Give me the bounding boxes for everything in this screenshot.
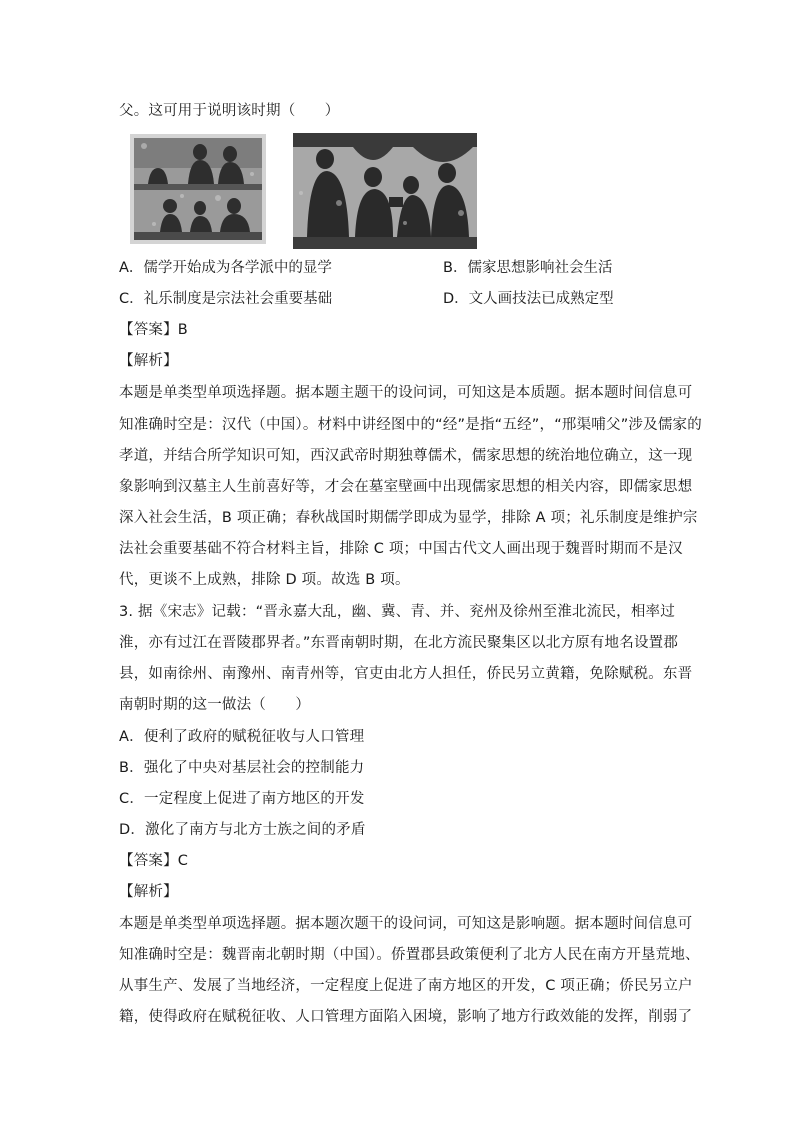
q3-stem-line: 淮，亦有过江在晋陵郡界者。”东晋南朝时期，在北方流民聚集区以北方原有地名设置郡 — [119, 635, 679, 651]
q2-analysis-line: 象影响到汉墓主人生前喜好等，才会在墓室壁画中出现儒家思想的相关内容，即儒家思想 — [119, 479, 693, 495]
q3-stem-line: 县，如南徐州、南豫州、南青州等，官吏由北方人担任，侨民另立黄籍，免除赋税。东晋 — [119, 666, 693, 682]
q3-option-b: B．强化了中央对基层社会的控制能力 — [119, 760, 365, 776]
q3-analysis-title: 【解析】 — [119, 884, 178, 900]
q2-analysis-line: 深入社会生活，B 项正确；春秋战国时期儒学即成为显学，排除 A 项；礼乐制度是维护宗 — [119, 510, 698, 526]
q3-option-a: A．便利了政府的赋税征收与人口管理 — [119, 729, 365, 745]
q3-option-c: C．一定程度上促进了南方地区的开发 — [119, 791, 365, 807]
q3-analysis-line: 知准确时空是：魏晋南北朝时期（中国）。侨置郡县政策便利了北方人民在南方开垦荒地、 — [119, 947, 700, 963]
q2-answer: 【答案】B — [119, 322, 188, 338]
q3-analysis-line: 本题是单类型单项选择题。据本题次题干的设问词，可知这是影响题。据本题时间信息可 — [119, 916, 693, 932]
q2-analysis-line: 孝道，并结合所学知识可知，西汉武帝时期独尊儒术，儒家思想的统治地位确立，这一现 — [119, 448, 693, 464]
lecture-rubbing-image — [130, 134, 266, 244]
q2-stem-tail: 父。这可用于说明该时期（ ） — [119, 103, 340, 119]
q3-stem-line: 南朝时期的这一做法（ ） — [119, 697, 311, 713]
q2-option-b: B．儒家思想影响社会生活 — [443, 260, 613, 276]
q2-analysis-line: 知准确时空是：汉代（中国）。材料中讲经图中的“经”是指“五经”，“邢渠哺父”涉及儒家的 — [119, 417, 702, 433]
q3-option-d: D．激化了南方与北方士族之间的矛盾 — [119, 822, 366, 838]
xingqu-rubbing-image — [293, 133, 477, 249]
q2-analysis-line: 代，更谈不上成熟，排除 D 项。故选 B 项。 — [119, 572, 410, 588]
q2-analysis-line: 法社会重要基础不符合材料主旨，排除 C 项；中国古代文人画出现于魏晋时期而不是汉 — [119, 541, 683, 557]
q2-option-d: D．文人画技法已成熟定型 — [443, 291, 614, 307]
q3-analysis-line: 从事生产、发展了当地经济，一定程度上促进了南方地区的开发，C 项正确；侨民另立户 — [119, 978, 693, 994]
q2-analysis-title: 【解析】 — [119, 353, 178, 369]
q3-answer: 【答案】C — [119, 853, 189, 869]
q2-option-a: A．儒学开始成为各学派中的显学 — [119, 260, 332, 276]
q3-stem-line: 3. 据《宋志》记载：“晋永嘉大乱，幽、冀、青、并、兖州及徐州至淮北流民，相率过 — [119, 604, 675, 620]
q3-analysis-line: 籍，使得政府在赋税征收、人口管理方面陷入困境，影响了地方行政效能的发挥，削弱了 — [119, 1009, 693, 1025]
q2-analysis-line: 本题是单类型单项选择题。据本题主题干的设问词，可知这是本质题。据本题时间信息可 — [119, 385, 693, 401]
q2-option-c: C．礼乐制度是宗法社会重要基础 — [119, 291, 333, 307]
